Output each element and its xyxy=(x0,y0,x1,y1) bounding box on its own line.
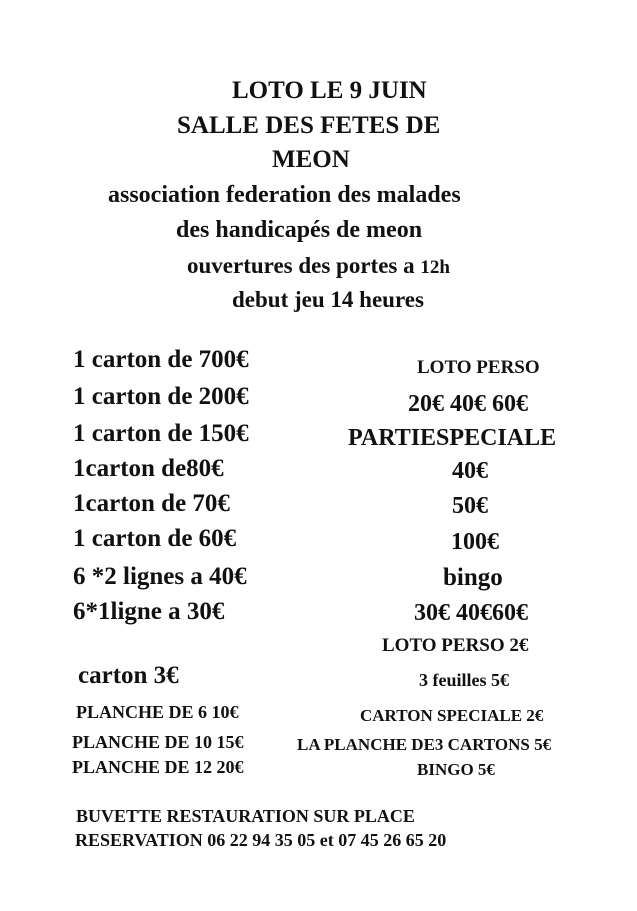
prize-left-3: 1 carton de 150€ xyxy=(73,420,249,447)
bingo-prices: 30€ 40€60€ xyxy=(414,600,528,626)
partie-speciale-label: PARTIESPECIALE xyxy=(348,425,557,451)
prize-left-1: 1 carton de 700€ xyxy=(73,346,249,373)
planche-cartons-price: LA PLANCHE DE3 CARTONS 5€ xyxy=(297,735,552,754)
loto-perso-prices: 20€ 40€ 60€ xyxy=(408,391,528,417)
venue-line: SALLE DES FETES DE xyxy=(177,112,441,139)
prize-left-4: 1carton de80€ xyxy=(73,455,224,482)
carton-speciale-price: CARTON SPECIALE 2€ xyxy=(360,706,544,725)
loto-perso-label: LOTO PERSO xyxy=(417,357,540,378)
reservation-line: RESERVATION 06 22 94 35 05 et 07 45 26 65 20 xyxy=(75,830,447,850)
doors-open-line xyxy=(187,254,450,277)
bingo-sheet-price: BINGO 5€ xyxy=(417,760,495,779)
association-line-2: des handicapés de meon xyxy=(176,217,423,243)
buvette-line: BUVETTE RESTAURATION SUR PLACE xyxy=(76,806,415,826)
carton-price: carton 3€ xyxy=(78,662,179,689)
prize-left-2: 1 carton de 200€ xyxy=(73,383,249,410)
prize-left-6: 1 carton de 60€ xyxy=(73,525,237,552)
doors-open-time: 12h xyxy=(420,257,450,278)
prize-left-7: 6 *2 lignes a 40€ xyxy=(73,563,247,590)
venue-town: MEON xyxy=(272,146,350,173)
loto-perso-price: LOTO PERSO 2€ xyxy=(382,635,529,656)
planche-10-price: PLANCHE DE 10 15€ xyxy=(72,732,244,752)
prize-right-50: 50€ xyxy=(452,493,488,519)
prize-right-100: 100€ xyxy=(451,529,499,555)
doors-open-text: ouvertures des portes a xyxy=(187,253,421,278)
prize-left-8: 6*1ligne a 30€ xyxy=(73,598,225,625)
bingo-label: bingo xyxy=(443,564,503,591)
planche-12-price: PLANCHE DE 12 20€ xyxy=(72,757,244,777)
prize-left-5: 1carton de 70€ xyxy=(73,490,230,517)
event-title: LOTO LE 9 JUIN xyxy=(232,77,427,104)
prize-right-40: 40€ xyxy=(452,458,488,484)
planche-6-price: PLANCHE DE 6 10€ xyxy=(76,702,239,722)
game-start-line: debut jeu 14 heures xyxy=(232,287,424,312)
association-line-1: association federation des malades xyxy=(108,182,461,208)
feuilles-price: 3 feuilles 5€ xyxy=(419,670,509,690)
